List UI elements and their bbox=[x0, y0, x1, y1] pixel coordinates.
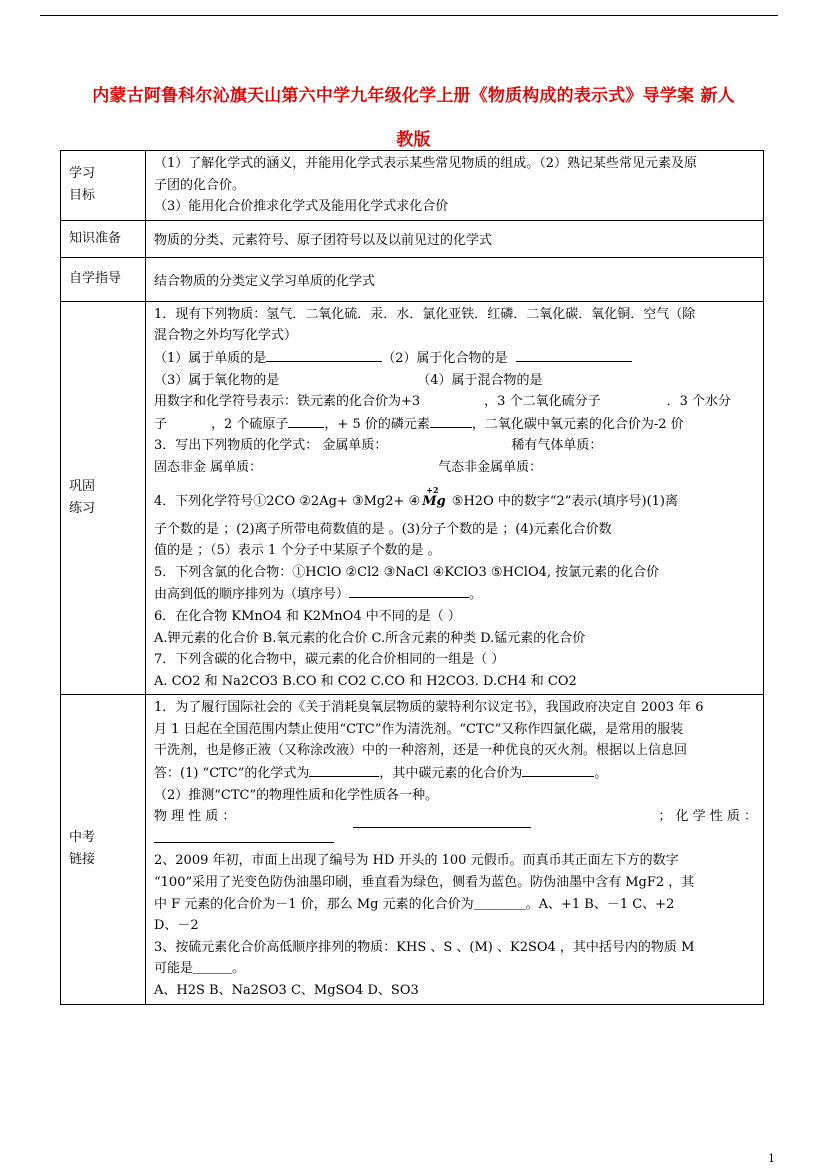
document-title bbox=[40, 74, 787, 162]
row-exam-link bbox=[61, 695, 764, 1004]
content-knowledge-prep: 物质的分类、元素符号、原子团符号以及以前见过的化学式 bbox=[146, 220, 764, 257]
goals-line-1: （1）了解化学式的涵义，并能用化学式表示某些常见物质的组成。（2）熟记某些常见元素及原 bbox=[154, 156, 698, 171]
q7-line-a: 7．下列含碳的化合物中，碳元素的化合价相同的一组是（ ） bbox=[154, 652, 505, 668]
p3-line-b: 可能是＿＿＿。 bbox=[154, 961, 246, 977]
q1-line-c: （1）属于单质的是 （2）属于化合物的是 bbox=[154, 347, 757, 370]
q4-line-b: 子个数的是 ；(2)离子所带电荷数值的是 。(3)分子个数的是 ；(4)元素化合价数 bbox=[154, 521, 612, 537]
content-self-study-guide: 结合物质的分类定义学习单质的化学式 bbox=[146, 257, 764, 301]
q5-line-a: 5．下列含氯的化合物：①HClO ②Cl2 ③NaCl ④KClO3 ⑤HClO4, 按氯元素的化合价 bbox=[154, 564, 660, 580]
answer-blank[interactable] bbox=[430, 413, 472, 428]
label-self-study-guide: 自学指导 bbox=[61, 257, 146, 301]
p1-line-b: 月 1 日起在全国范围内禁止使用“CTC”作为清洗剂。“CTC”又称作四氯化碳，是常用的服装 bbox=[154, 721, 684, 737]
q6-line-a: 6．在化合物 KMnO4 和 K2MnO4 中不同的是（ ） bbox=[154, 608, 461, 624]
q1-line-a: 1．现有下列物质：氢气．二氧化硫．汞．水．氯化亚铁．红磷．二氧化碳．氧化铜．空气（除 bbox=[154, 306, 696, 322]
title-line-1: 内蒙古阿鲁科尔沁旗天山第六中学九年级化学上册《物质构成的表示式》导学案 新人 bbox=[92, 86, 735, 106]
mg-valence-symbol: +2 Mg bbox=[422, 484, 446, 509]
goals-line-3: （3）能用化合价推求化学式及能用化学式求化合价 bbox=[154, 199, 449, 215]
answer-blank[interactable] bbox=[288, 413, 324, 428]
p1-line-c: 干洗剂，也是修正液（又称涂改液）中的一种溶剂，还是一种优良的灭火剂。根据以上信息回 bbox=[154, 743, 688, 759]
q4-line-c: 值的是 ；（5）表示 1 个分子中某原子个数的是 。 bbox=[154, 543, 441, 559]
content-exam-link bbox=[146, 695, 764, 1004]
q7-line-b: A. CO2 和 Na2CO3 B.CO 和 CO2 C.CO 和 H2CO3. D.CH4 和 CO2 bbox=[154, 673, 577, 689]
content-practice bbox=[146, 301, 764, 695]
q3-line-a: 3．写出下列物质的化学式： 金属单质： 稀有气体单质： bbox=[154, 438, 603, 454]
p2-line-d: D、－2 bbox=[154, 918, 199, 934]
content-learning-goals bbox=[146, 151, 764, 221]
p1-line-e: （2）推测“CTC”的物理性质和化学性质各一种。 bbox=[154, 787, 439, 803]
row-self-study-guide bbox=[61, 257, 764, 301]
p1-line-f: 物 理 性 质 ： ； 化 学 性 质 ： bbox=[154, 806, 757, 828]
answer-blank[interactable] bbox=[516, 347, 632, 362]
label-knowledge-prep: 知识准备 bbox=[61, 220, 146, 257]
p2-line-b: “100”采用了光变色防伪油墨印刷，垂直看为绿色，侧看为蓝色。防伪油墨中含有 MgF2 ，其 bbox=[154, 875, 695, 891]
p2-line-a: 2、2009 年初，市面上出现了编号为 HD 开头的 100 元假币。而真币其正面左下方的数字 bbox=[154, 853, 679, 869]
q1-line-d: （3）属于氧化物的是 （4）属于混合物的是 bbox=[154, 372, 543, 388]
page-number: 1 bbox=[768, 1152, 775, 1165]
p3-line-a: 3、按硫元素化合价高低顺序排列的物质：KHS 、S 、(M) 、K2SO4 ，其中括号内的物质 M bbox=[154, 939, 695, 955]
answer-blank[interactable] bbox=[349, 583, 469, 598]
worksheet-table bbox=[60, 150, 764, 1005]
p1-line-a: 1．为了履行国际社会的《关于消耗臭氧层物质的蒙特利尔议定书》，我国政府决定自 2003 年 6 bbox=[154, 700, 704, 716]
p1-line-d: 答：(1) “CTC”的化学式为 ，其中碳元素的化合价为 。 bbox=[154, 762, 757, 785]
q2-line-b: 子 ，2 个硫原子 ，+ 5 价的磷元素 ，二氧化碳中氧元素的化合价为-2 价 bbox=[154, 413, 757, 436]
answer-blank[interactable] bbox=[522, 762, 594, 777]
q5-line-b: 由高到低的顺序排列为（填序号） 。 bbox=[154, 583, 757, 606]
q1-line-b: 混合物之外均写化学式） bbox=[154, 328, 298, 344]
row-knowledge-prep bbox=[61, 220, 764, 257]
p3-line-c: A、H2S B、Na2SO3 C、MgSO4 D、SO3 bbox=[154, 983, 419, 998]
row-learning-goals bbox=[61, 151, 764, 221]
answer-blank[interactable] bbox=[154, 828, 334, 843]
header-rule bbox=[40, 15, 778, 16]
p1-line-g bbox=[154, 828, 757, 851]
goals-line-2: 子团的化合价。 bbox=[154, 177, 246, 193]
title-line-2: 教版 bbox=[396, 130, 431, 150]
answer-blank[interactable] bbox=[353, 813, 531, 828]
q6-line-b: A.钾元素的化合价 B.氧元素的化合价 C.所含元素的种类 D.锰元素的化合价 bbox=[154, 630, 586, 646]
row-practice bbox=[61, 301, 764, 695]
answer-blank[interactable] bbox=[309, 762, 379, 777]
label-exam-link: 中考 链接 bbox=[61, 695, 146, 1004]
label-learning-goals: 学习 目标 bbox=[61, 151, 146, 221]
answer-blank[interactable] bbox=[266, 347, 382, 362]
p2-line-c: 中 F 元素的化合价为－1 价，那么 Mg 元素的化合价为＿＿＿＿。A、+1 B、－1 C、+2 bbox=[154, 896, 675, 912]
q4-line-a: 4．下列化学符号①2CO ②2Ag+ ③Mg2+ ④ +2 Mg ⑤H2O 中的数字“2”表示(填序号)(1)离 bbox=[154, 479, 757, 519]
q3-line-b: 固态非金 属单质： 气态非金属单质： bbox=[154, 459, 543, 475]
label-practice: 巩固 练习 bbox=[61, 301, 146, 695]
q2-line-a: 用数字和化学符号表示：铁元素的化合价为+3 ，3 个二氧化硫分子 ．3 个水分 bbox=[154, 394, 731, 410]
